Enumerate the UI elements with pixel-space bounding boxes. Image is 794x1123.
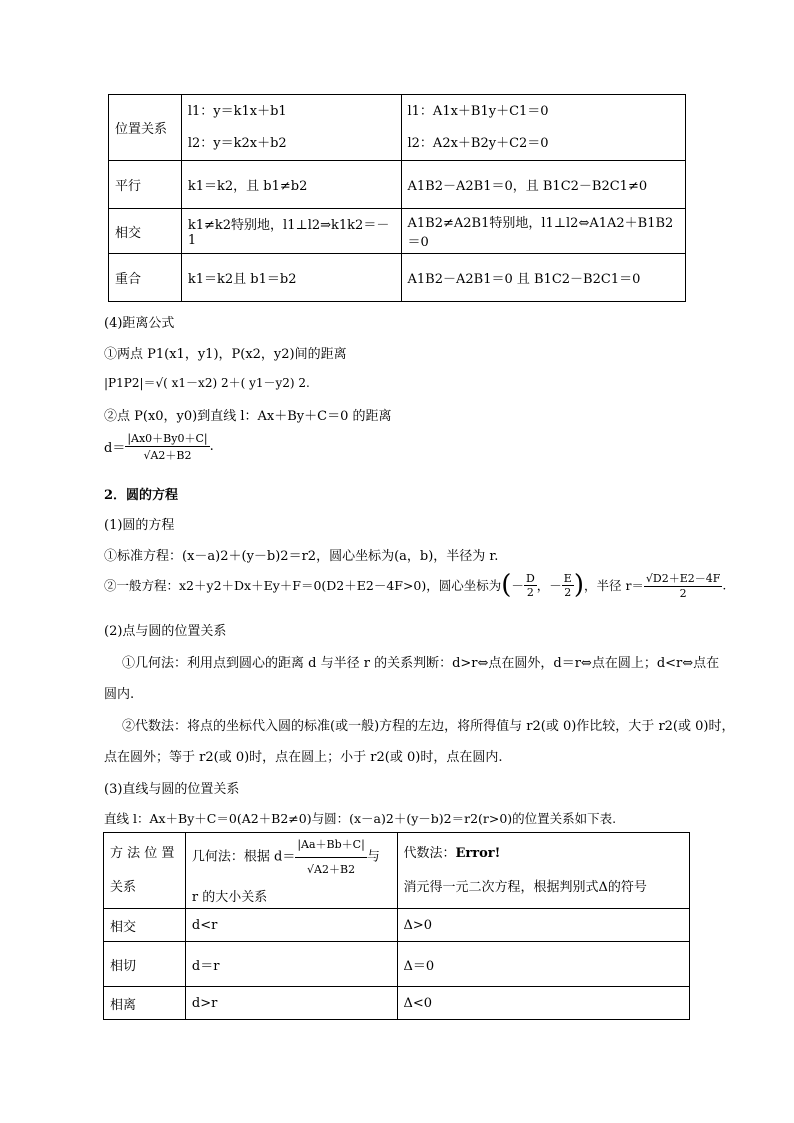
table1-cell: k1＝k2且 b1＝b2	[181, 254, 401, 302]
geometric-method-line2: 圆内.	[104, 687, 135, 702]
table1-cell: k1＝k2，且 b1≠b2	[181, 161, 401, 209]
line-relation-table	[108, 94, 686, 302]
table2-head-algebraic: 代数法：Error! 消元得一元二次方程，根据判别式Δ的符号	[397, 833, 690, 909]
table2-cell: Δ＝0	[397, 942, 690, 987]
table1-row-label: 重合	[109, 254, 182, 302]
circle-heading-1: (1)圆的方程	[104, 518, 175, 533]
line-circle-statement: 直线 l：Ax＋By＋C＝0(A2＋B2≠0)与圆：(x－a)2＋(y－b)2＝r2(r>0)的位置关系如下表.	[104, 811, 617, 826]
table1-cell: A1B2－A2B1＝0 且 B1C2－B2C1＝0	[401, 254, 686, 302]
table1-cell	[181, 95, 401, 161]
line2-slope-form: l2：y＝k2x＋b2	[187, 135, 287, 151]
table1-cell: k1≠k2特别地，l1⊥l2⇒k1k2＝－1	[181, 209, 401, 254]
table2-head-label: 方 法 位 置 关系	[104, 833, 186, 909]
table2-cell: Δ>0	[397, 909, 690, 942]
circle-heading-2: (2)点与圆的位置关系	[104, 624, 227, 639]
line1-general-form: l1：A1x＋B1y＋C1＝0	[407, 103, 549, 119]
distance-formula-2: d＝ $\frac{|Ax0+By0+C|}{√A2+B2}$ .	[104, 432, 214, 462]
table1-cell: A1B2－A2B1＝0，且 B1C2－B2C1≠0	[401, 161, 686, 209]
distance-formula-1: |P1P2|＝√( x1－x2) 2＋( y1－y2) 2.	[104, 376, 310, 390]
error-marker: Error!	[455, 845, 501, 861]
geometric-method-line1: ①几何法：利用点到圆心的距离 d 与半径 r 的关系判断：d>r⇔点在圆外，d＝r⇔点在圆上；d<r⇔点在	[122, 656, 720, 671]
distance-heading: (4)距离公式	[104, 316, 175, 331]
table2-cell: d<r	[185, 909, 397, 942]
table2-cell: d＝r	[185, 942, 397, 987]
standard-equation: ①标准方程：(x－a)2＋(y－b)2＝r2，圆心坐标为(a，b)，半径为 r.	[104, 549, 499, 564]
table1-cell: A1B2≠A2B1特别地，l1⊥l2⇔A1A2＋B1B2＝0	[401, 209, 686, 254]
table1-row-label: 平行	[109, 161, 182, 209]
table1-cell	[401, 95, 686, 161]
table2-cell: Δ<0	[397, 987, 690, 1020]
distance-point-line: ②点 P(x0，y0)到直线 l：Ax＋By＋C＝0 的距离	[104, 409, 392, 424]
table2-head-geometric: 几何法：根据 d＝ $\frac{|Aa+Bb+C|}{√A2+B2}$ 与 r 的大小关系	[185, 833, 397, 909]
circle-heading-3: (3)直线与圆的位置关系	[104, 782, 240, 797]
line-circle-table	[103, 832, 690, 1020]
table2-row-label: 相交	[104, 909, 186, 942]
line1-slope-form: l1：y＝k1x＋b1	[187, 103, 287, 119]
line2-general-form: l2：A2x＋B2y＋C2＝0	[407, 135, 549, 151]
section-title: 2．圆的方程	[104, 488, 179, 503]
algebraic-method-line1: ②代数法：将点的坐标代入圆的标准(或一般)方程的左边，将所得值与 r2(或 0)作比较，大于 r2(或 0)时，	[122, 719, 735, 734]
table2-cell: d>r	[185, 987, 397, 1020]
algebraic-method-line2: 点在圆外；等于 r2(或 0)时，点在圆上；小于 r2(或 0)时，点在圆内.	[104, 750, 503, 765]
table1-row-label: 相交	[109, 209, 182, 254]
general-equation: ②一般方程：x2＋y2＋Dx＋Ey＋F＝0(D2＋E2－4F>0)，圆心坐标为(－ $\frac{D}{2}$ ，－ $\frac{E}{2}$ )，半径 r＝ $\frac{√D2+E2-4F}{2}$ .	[104, 570, 727, 600]
table2-row-label: 相离	[104, 987, 186, 1020]
table1-row-label: 位置关系	[109, 95, 182, 161]
distance-two-points: ①两点 P1(x1，y1)，P(x2，y2)间的距离	[104, 347, 347, 362]
table2-row-label: 相切	[104, 942, 186, 987]
